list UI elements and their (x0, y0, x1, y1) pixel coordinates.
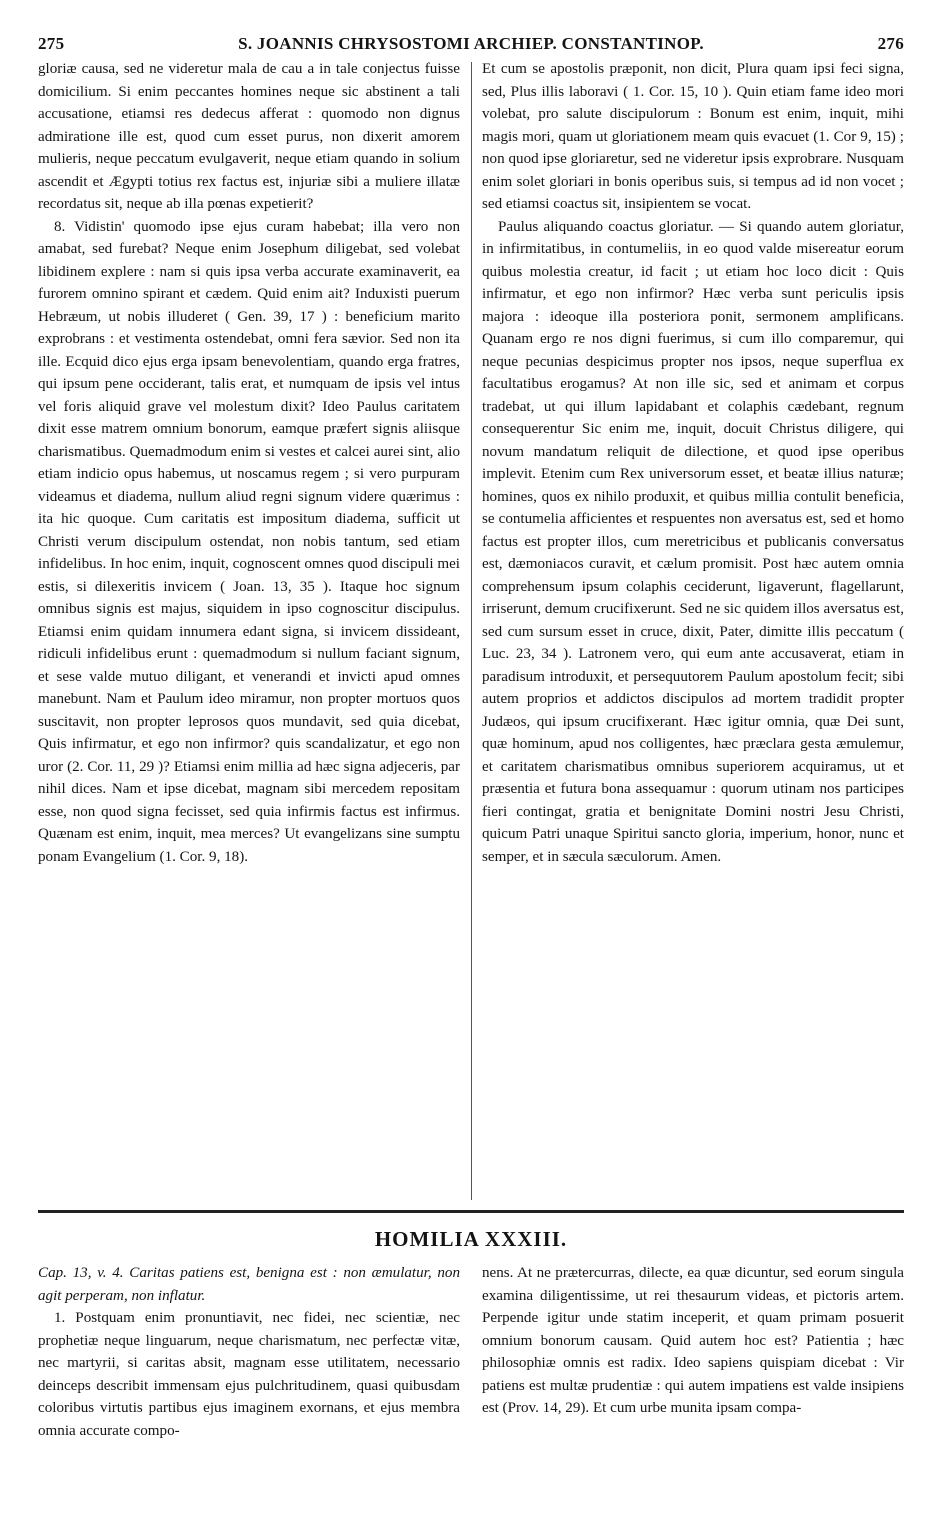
section-rule (38, 1210, 904, 1213)
running-head-title: S. JOANNIS CHRYSOSTOMI ARCHIEP. CONSTANTINOP. (238, 34, 704, 53)
column-divider (471, 62, 472, 1200)
homily-right-column (482, 1262, 904, 1442)
chapter-line: Cap. 13, v. 4. Caritas patiens est, benigna est : non æmulatur, non agit perperam, non inflatur. (38, 1265, 460, 1304)
right-page-number: 276 (877, 34, 904, 53)
running-head (38, 30, 904, 58)
paragraph: gloriæ causa, sed ne videretur mala de cau a in tale conjectus fuisse domicilium. Si enim peccantes homines neque sic abstinent a tali accusatione, etiamsi res dedecus afferat : quomodo non dignus admiratione ille est, quod cum esset purus, non dixerit amorem mulieris, neque peccatum evulgaverit, neque etiam quando in solium ascendit et Ægypti totius rex factus est, injuriæ sibi a muliere illatæ recordatus sit, neque ab illa pœnas expetierit? (38, 61, 460, 212)
left-column (38, 58, 460, 1200)
paragraph: Et cum se apostolis præponit, non dicit, Plura quam ipsi feci signa, sed, Plus illis laboravi ( 1. Cor. 15, 10 ). Quin etiam fame ideo mori volebat, pro salute discipulorum : Bonum est enim, inquit, mihi magis mori, quam ut gloriationem meam quis evacuet (1. Cor 9, 15) ; non quod ipse gloriaretur, sed ne videretur ipsis exprobrare. Nusquam enim solet gloriari in bonis operibus suis, si tempus ad id non vocet ; sed etiamsi coactus sit, insipientem se vocat. (482, 61, 904, 212)
homily-title: HOMILIA XXXIII. (374, 1227, 568, 1251)
paragraph: 1. Postquam enim pronuntiavit, nec fidei, nec scientiæ, nec prophetiæ neque linguarum, neque charismatum, nec perfectæ vitæ, nec martyrii, si caritas absit, magnam esse utilitatem, necessario deinceps describit immensam ejus pulchritudinem, quasi quibusdam coloribus virtutis partibus ejus imaginem exornans, et ejus membra omnia accurate compo- (38, 1310, 460, 1439)
column-divider (471, 1266, 472, 1442)
right-column (482, 58, 904, 1200)
homily-left-column (38, 1262, 460, 1442)
left-page-number: 275 (38, 34, 65, 53)
book-page (38, 30, 904, 1442)
paragraph: nens. At ne prætercurras, dilecte, ea quæ dicuntur, sed eorum singula examina diligentissime, ut rei thesaurum videas, et pictoris artem. Perpende igitur unde statim inceperit, et quam primam posuerit omnium bonorum causam. Quid autem hoc est? Patientia ; hæc philosophiæ omnis est radix. Ideo sapiens quispiam dicebat : Vir patiens est multæ prudentiæ : qui autem impatiens est valde insipiens est (Prov. 14, 29). Et cum urbe munita ipsam compa- (482, 1265, 904, 1416)
paragraph: Paulus aliquando coactus gloriatur. — Si quando autem gloriatur, in infirmitatibus, in contumeliis, in eo quod valde misereatur eorum quibus molestia creatur, id facit ; ut etiam hoc loco dicit : Quis infirmatur, et ego non infirmor? Hæc verba sunt periculis ipsis majora : ideoque illa posteriora ponit, sermonem amplificans. Quanam ergo re nos digni fuerimus, si cum illo comparemur, qui neque pecunias despicimus propter nos ipsos, neque superflua ex facultatibus erogamus? At non ille sic, sed et animam et corpus tradebat, ut qui illum lapidabant et colaphis cædebant, regnum consequerentur Sic enim me, inquit, docuit Christus diligere, qui novum mandatum reliquit de dilectione, et quod ipse operibus implevit. Etenim cum Rex universorum esset, et beatæ illius naturæ; homines, quos ex nihilo produxit, et quibus millia contulit beneficia, se contumelia afficientes et respuentes non aversatus est, sed et homo factus est propter illos, cum meretricibus et publicanis conversatus est, dæmoniacos curavit, et cælum promisit. Post hæc autem omnia comprehensum ipsum colaphis ceciderunt, ligaverunt, flagellarunt, irriserunt, demum crucifixerunt. Sed ne sic quidem illos aversatus est, sed cum sursum esset in cruce, dixit, Pater, dimitte illis peccatum ( Luc. 23, 34 ). Latronem vero, qui eum ante accusaverat, etiam in paradisum introduxit, et persequutorem Paulum apostolum fecit; sibi autem proprios et addictos discipulos ad mortem tradidit propter Judæos, qui ipsum crucifixerant. Hæc igitur omnia, quæ Dei sunt, quæ hominum, apud nos colligentes, hæc præclara gesta æmulemur, et caritatem charismatibus omnibus superiorem acquiramus, ut et præsentia et futura bona assequamur : quorum utinam nos participes fieri contingat, gratia et benignitate Domini nostri Jesu Christi, quicum Patri unaque Spiritui sancto gloria, imperium, honor, nunc et semper, et in sæcula sæculorum. Amen. (482, 218, 904, 865)
top-columns (38, 58, 904, 1200)
bottom-columns (38, 1262, 904, 1442)
paragraph: 8. Vidistin' quomodo ipse ejus curam habebat; illa vero non amabat, sed furebat? Neque enim Josephum diligebat, sed volebat libidinem explere : nam si quis ipsa verba accurate examinaverit, ea furorem omnino spirant et cædem. Quid enim ait? Induxisti puerum Hebræum, ut nobis illuderet ( Gen. 39, 17 ) : beneficium marito exprobrans : et vestimenta ostendebat, omni fera sævior. Sed non ita ille. Ecquid dico ejus erga ipsam benevolentiam, quando erga fratres, qui ipsum pene occiderant, talis erat, et numquam de ipsis vel intus vel foris aliquid grave vel molestum dixit? Ideo Paulus caritatem dixit esse matrem omnium bonorum, eamque præfert signis aliisque charismatibus. Quemadmodum enim si vestes et calcei aurei sint, alio etiam indicio opus habemus, ut noscamus regem ; si vero purpuram videamus et diadema, nullum aliud regni signum videre quærimus : ita hic quoque. Cum caritatis est impositum diadema, sufficit ut Christi verum discipulum ostendat, non nobis tantum, sed etiam infidelibus. In hoc enim, inquit, cognoscent omnes quod discipuli mei estis, si dilexeritis invicem ( Joan. 13, 35 ). Itaque hoc signum omnibus signis est majus, siquidem in ipso cognoscitur discipulus. Etiamsi enim quidam innumera edant signa, si invicem dissideant, ridiculi infidelibus erunt : quemadmodum si nullum faciant signum, et sese valde mutuo diligant, et venerandi et invicti apud omnes manebunt. Nam et Paulum ideo miramur, non propter mortuos quos suscitavit, non propter leprosos quos mundavit, sed quia dicebat, Quis infirmatur, et ego non infirmor? quis scandalizatur, et ego non uror (2. Cor. 11, 29 )? Etiamsi enim millia ad hæc signa adjeceris, par nihil dices. Nam et ipse dicebat, magnam sibi mercedem repositam esse, non quod signa fecisset, sed quia infirmis factus est infirmus. Quænam est enim, inquit, mea merces? Ut evangelizans sine sumptu ponam Evangelium (1. Cor. 9, 18). (38, 218, 460, 865)
